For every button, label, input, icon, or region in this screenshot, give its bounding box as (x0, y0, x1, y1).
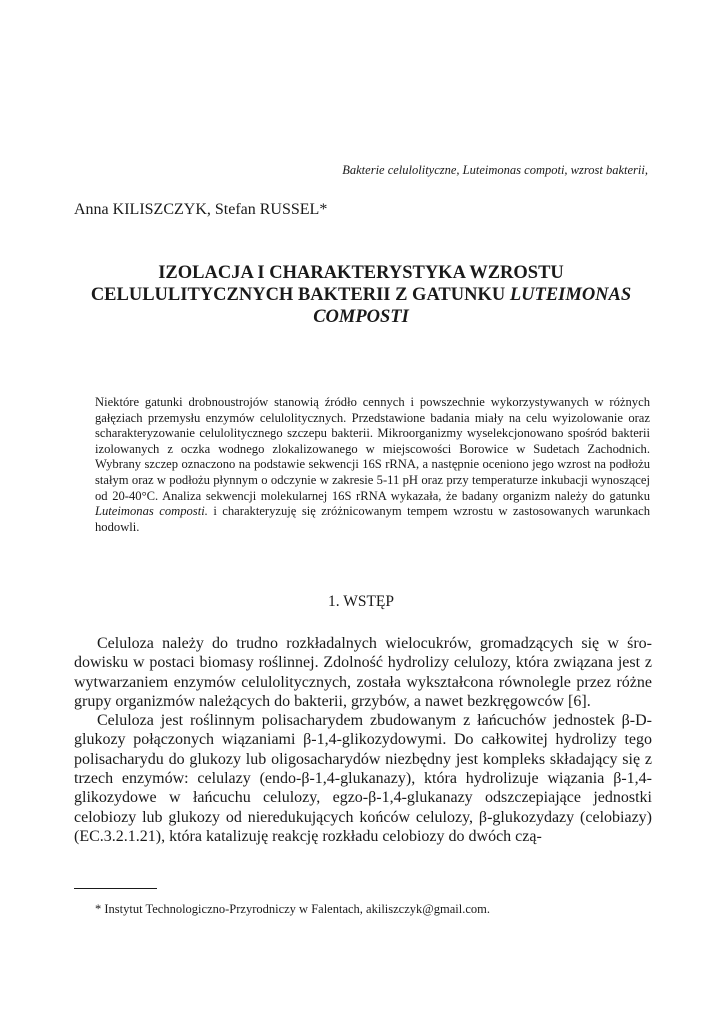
paper-title (60, 262, 662, 328)
abstract-text-2: i charakteryzuję się zróżnicowanym tempem wzrostu w zastosowanych warunkach hodowli. (95, 504, 650, 534)
title-line-3: COMPOSTI (313, 307, 409, 327)
body-text (74, 634, 652, 846)
abstract-species: Luteimonas composti. (95, 504, 208, 519)
title-line-1: IZOLACJA I CHARAKTERYSTYKA WZROSTU (158, 263, 564, 283)
author-line: Anna KILISZCZYK, Stefan RUSSEL* (74, 201, 328, 218)
title-line-2-text: CELULULITYCZNYCH BAKTERII Z GATUNKU (90, 285, 510, 305)
keywords-header: Bakterie celulolityczne, Luteimonas compoti, wzrost bakterii, (342, 163, 648, 177)
abstract-text-1: Niektóre gatunki drobnoustrojów stanowią źródło cennych i powszechnie wykorzystywanych w różnych gałęziach przemysłu enzymów celulolitycznych. Przedstawione badania miały na celu wyizolowanie oraz scharakteryzowanie celulolitycznego szczepu bakterii. Mikroorganizmy wyselekcjonowano spośród bakterii izolowanych z oczka wodnego zlokalizowanego w miejscowości Borowice w Sudetach Zachodnich. Wybrany szczep oznaczono na podstawie sekwencji 16S rRNA, a następnie oceniono jego wzrost na podłożu stałym oraz w podłożu płynnym o odczynie w zakresie 5-11 pH oraz przy temperaturze inkubacji wynoszącej od 20-40°C. Analiza sekwencji molekularnej 16S rRNA wykazała, że badany organizm należy do gatunku (95, 395, 650, 503)
title-species-genus: LUTEIMONAS (509, 285, 632, 305)
body-paragraph-1: Celuloza należy do trudno rozkładalnych wielocukrów, gromadzących się w środowisku w postaci biomasy roślinnej. Zdolność hydrolizy celulozy, która związana jest z wytwarzaniem enzymów celulolitycznych, została wykształcona równolegle przez różne grupy organizmów należących do bakterii, grzybów, a nawet bezkręgowców [6]. (74, 635, 652, 710)
footnote-divider (74, 888, 157, 889)
footnote: * Instytut Technologiczno-Przyrodniczy w Falentach, akiliszczyk@gmail.com. (95, 902, 491, 916)
body-paragraph-2: Celuloza jest roślinnym polisacharydem zbudowanym z łańcuchów jednostek β-D-glukozy połączonych wiązaniami β-1,4-glikozydowymi. Do całkowitej hydrolizy tego polisacharydu do glukozy lub oligosacharydów niezbędny jest kompleks składający się z trzech enzymów: celulazy (endo-β-1,4-glukanazy), która hydrolizuje wiązania β-1,4-glikozydowe w łańcuchu celulozy, egzo-β-1,4-glukanazy odszczepiające jednostki celobiozy lub glukozy od nieredukujących końców celulozy, β-glukozydazy (celobiazy) (EC.3.2.1.21), która katalizuję reakcję rozkładu celobiozy do dwóch czą- (74, 712, 652, 845)
section-heading: 1. WSTĘP (327, 593, 395, 610)
title-line-2 (60, 284, 662, 306)
abstract (95, 395, 650, 535)
